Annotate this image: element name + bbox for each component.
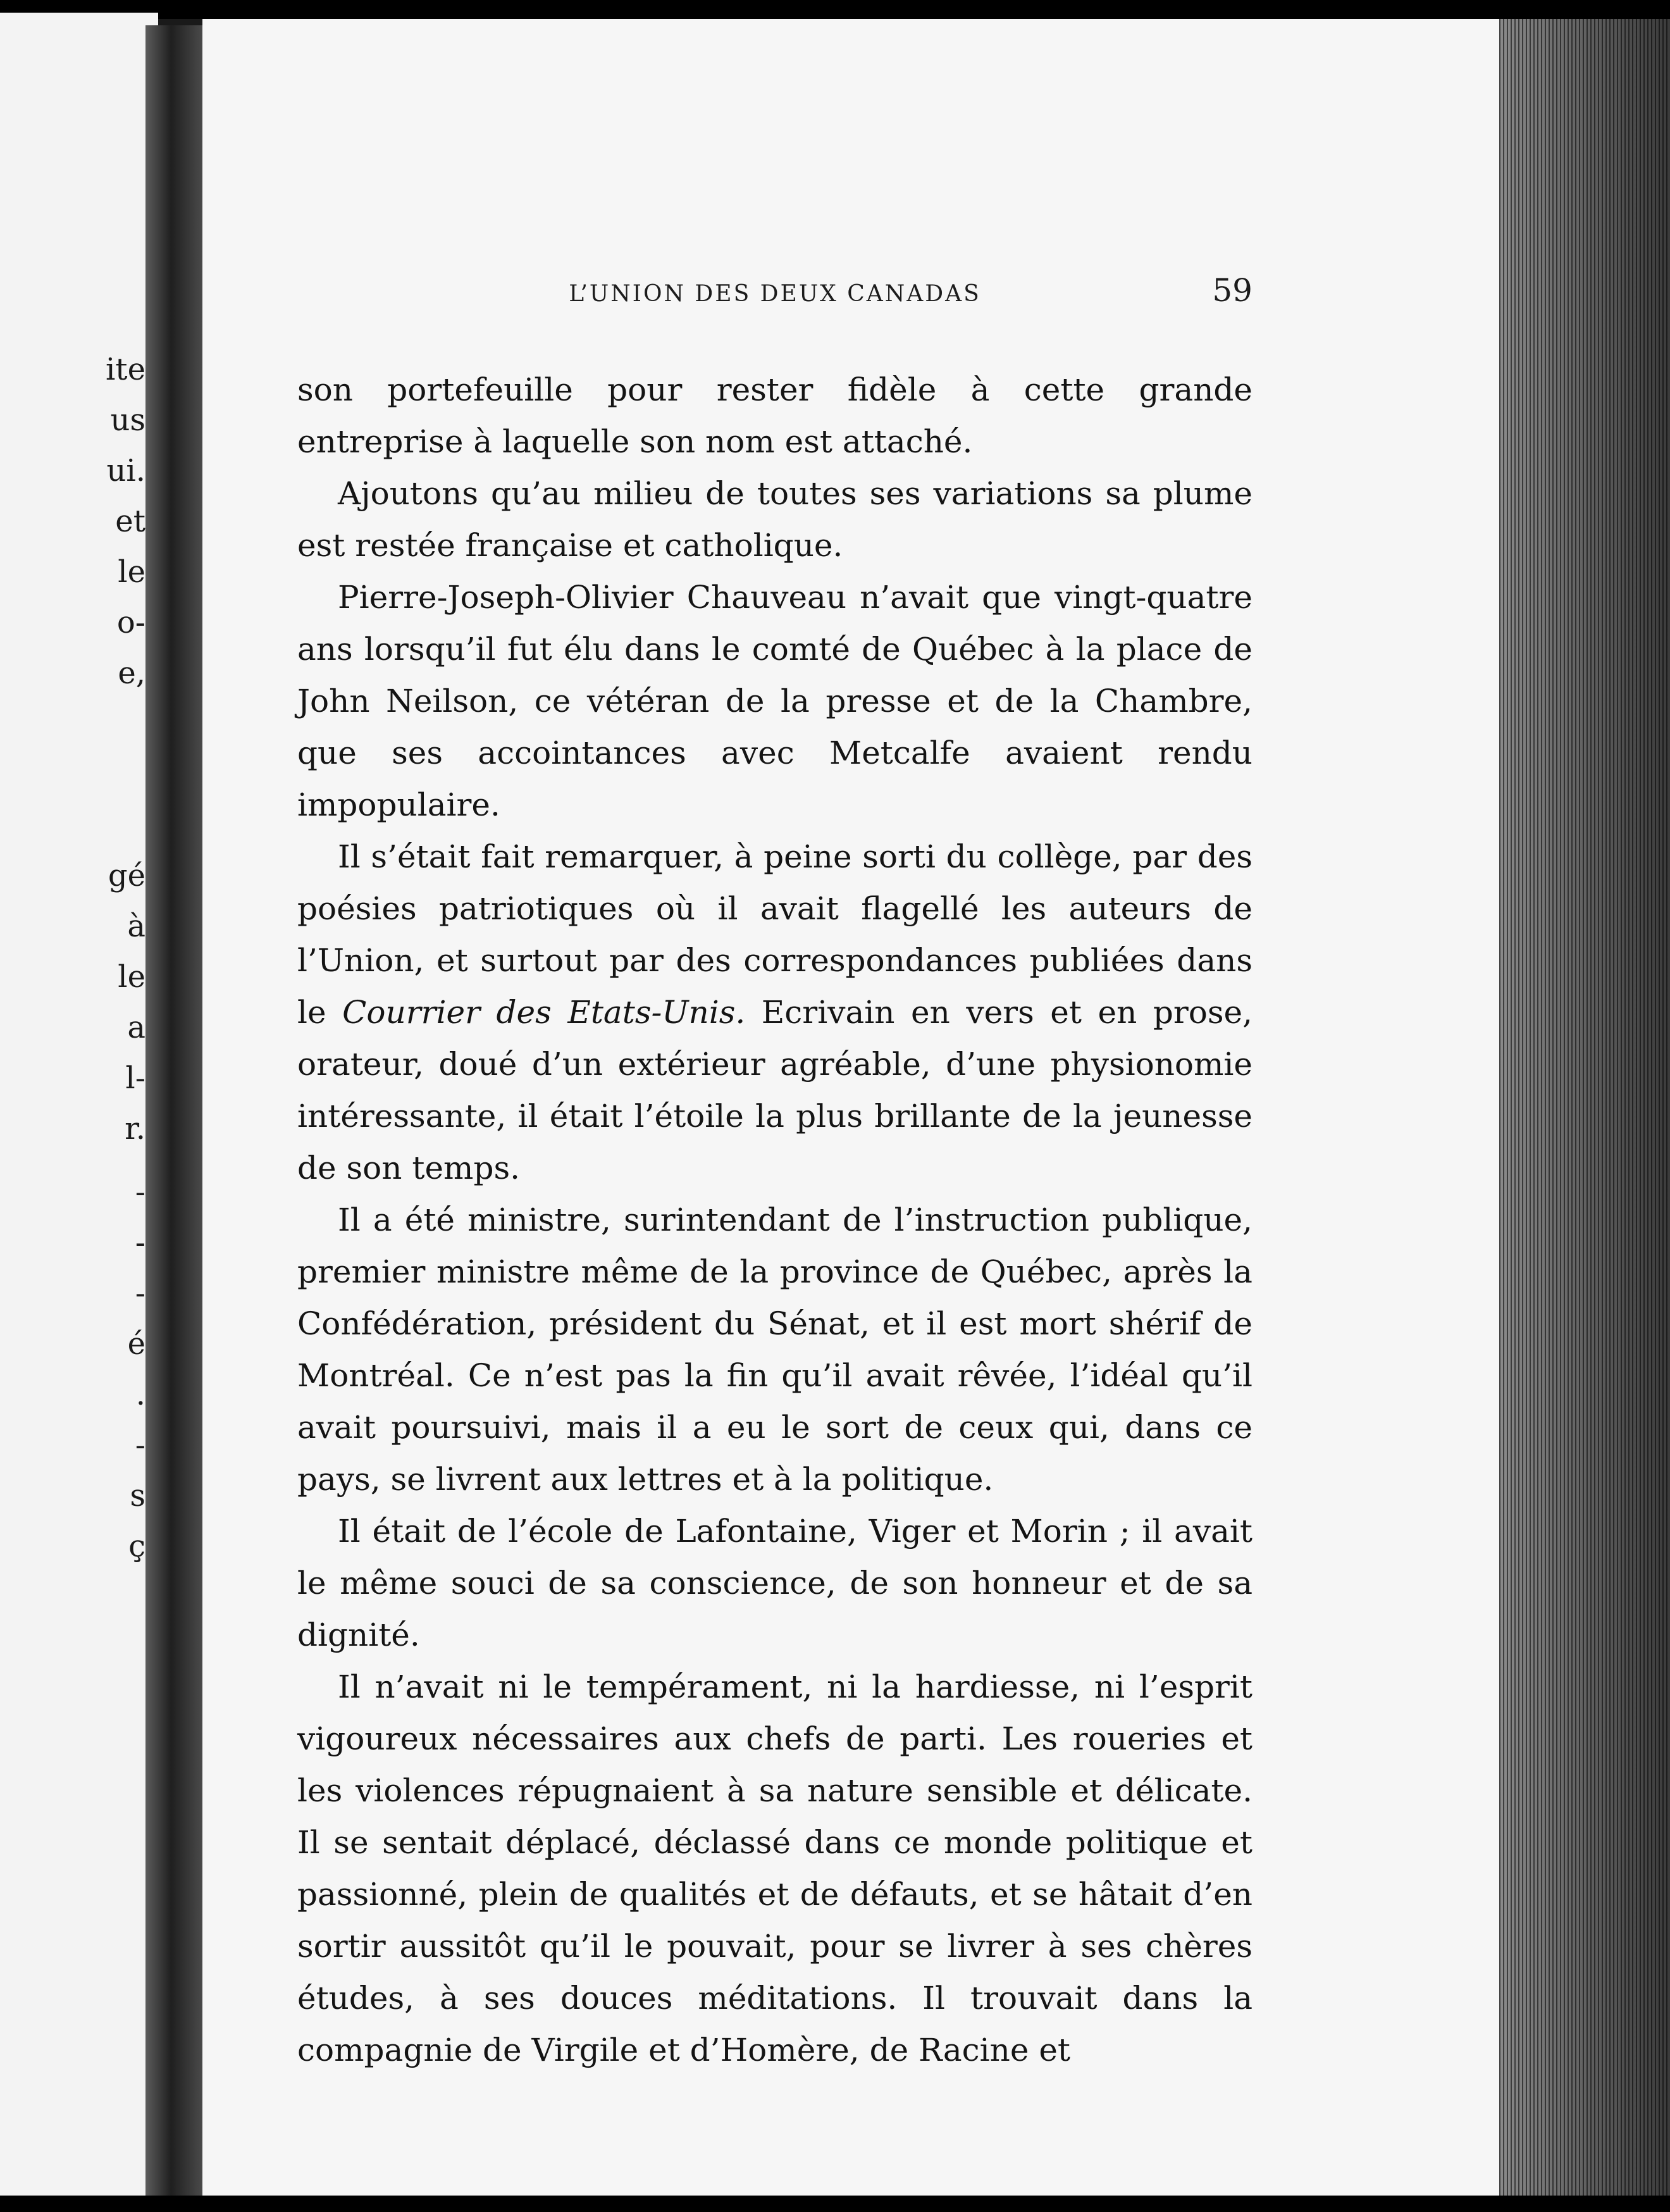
page-header [297, 272, 1252, 316]
body-text [297, 364, 1252, 2076]
page-number: 59 [1212, 272, 1252, 309]
italic-title: Courrier des Etats-Unis. [342, 994, 746, 1031]
left-fragment: - [135, 1276, 145, 1311]
left-fragment: ui. [106, 453, 145, 488]
paragraph [297, 571, 1252, 831]
left-fragment: é [127, 1326, 145, 1362]
left-fragment: et [115, 504, 145, 539]
left-fragment: e, [118, 656, 145, 691]
left-fragment: le [118, 959, 145, 995]
top-scan-border [0, 0, 1670, 19]
paragraph-text: Il s’était fait remarquer, à peine sorti du collège, par des poésies patriotiques où il avait flagellé les auteurs de l’Union, et surtout par des correspondances publiées dans le [297, 838, 1252, 1031]
left-fragment: - [135, 1427, 145, 1463]
paragraph-text: son portefeuille pour rester fidèle à cette grande entreprise à laquelle son nom est attaché. [297, 371, 1252, 460]
left-fragment: a [127, 1010, 145, 1045]
left-fragment: r. [125, 1111, 145, 1146]
paragraph [297, 831, 1252, 1194]
running-title: L’UNION DES DEUX CANADAS [569, 281, 981, 307]
book-gutter [145, 25, 202, 2202]
paragraph [297, 364, 1252, 468]
paragraph [297, 1194, 1252, 1505]
paragraph-text: Il a été ministre, surintendant de l’instruction publique, premier ministre même de la province de Québec, après la Confédération, président du Sénat, et il est mort shérif de Montréal. Ce n’est pas la fin qu’il avait rêvée, l’idéal qu’il avait poursuivi, mais il a eu le sort de ceux qui, dans ce pays, se livrent aux lettres et à la politique. [297, 1202, 1252, 1498]
left-fragment: le [118, 554, 145, 590]
left-fragment: s [130, 1478, 145, 1513]
paragraph [297, 1661, 1252, 2076]
paragraph [297, 1505, 1252, 1661]
left-fragment: ite [105, 352, 145, 387]
paragraph [297, 468, 1252, 571]
left-fragment: ç [128, 1529, 145, 1564]
paragraph-text: Il n’avait ni le tempérament, ni la hardiesse, ni l’esprit vigoureux nécessaires aux chefs de parti. Les roueries et les violences répugnaient à sa nature sensible et délicate. Il se sentait déplacé, déclassé dans ce monde politique et passionné, plein de qualités et de défauts, et se hâtait d’en sortir aussitôt qu’il le pouvait, pour se livrer à ses chères études, à ses douces méditations. Il trouvait dans la compagnie de Virgile et d’Homère, de Racine et [297, 1668, 1252, 2068]
left-fragment: - [135, 1174, 145, 1210]
left-fragment: us [110, 402, 145, 438]
left-fragment: . [135, 1377, 145, 1412]
paragraph-text: Ajoutons qu’au milieu de toutes ses variations sa plume est restée française et catholique. [297, 475, 1252, 564]
bottom-scan-border [0, 2196, 1670, 2212]
paragraph-text: Pierre-Joseph-Olivier Chauveau n’avait que vingt-quatre ans lorsqu’il fut élu dans le comté de Québec à la place de John Neilson, ce vétéran de la presse et de la Chambre, que ses accointances avec Metcalfe avaient rendu impopulaire. [297, 579, 1252, 823]
left-fragment: à [127, 909, 145, 944]
paragraph-text: Il était de l’école de Lafontaine, Viger et Morin ; il avait le même souci de sa conscience, de son honneur et de sa dignité. [297, 1513, 1252, 1653]
left-page-edge [0, 13, 158, 2196]
left-fragment: gé [108, 858, 145, 893]
page-edges [1499, 19, 1670, 2196]
left-fragment: - [135, 1225, 145, 1260]
left-fragment: l- [125, 1060, 145, 1096]
paragraph-text: Ecrivain en vers et en prose, orateur, doué d’un extérieur agréable, d’une physionomie intéressante, il était l’étoile la plus brillante de la jeunesse de son temps. [297, 994, 1252, 1186]
left-fragment: o- [116, 605, 145, 640]
